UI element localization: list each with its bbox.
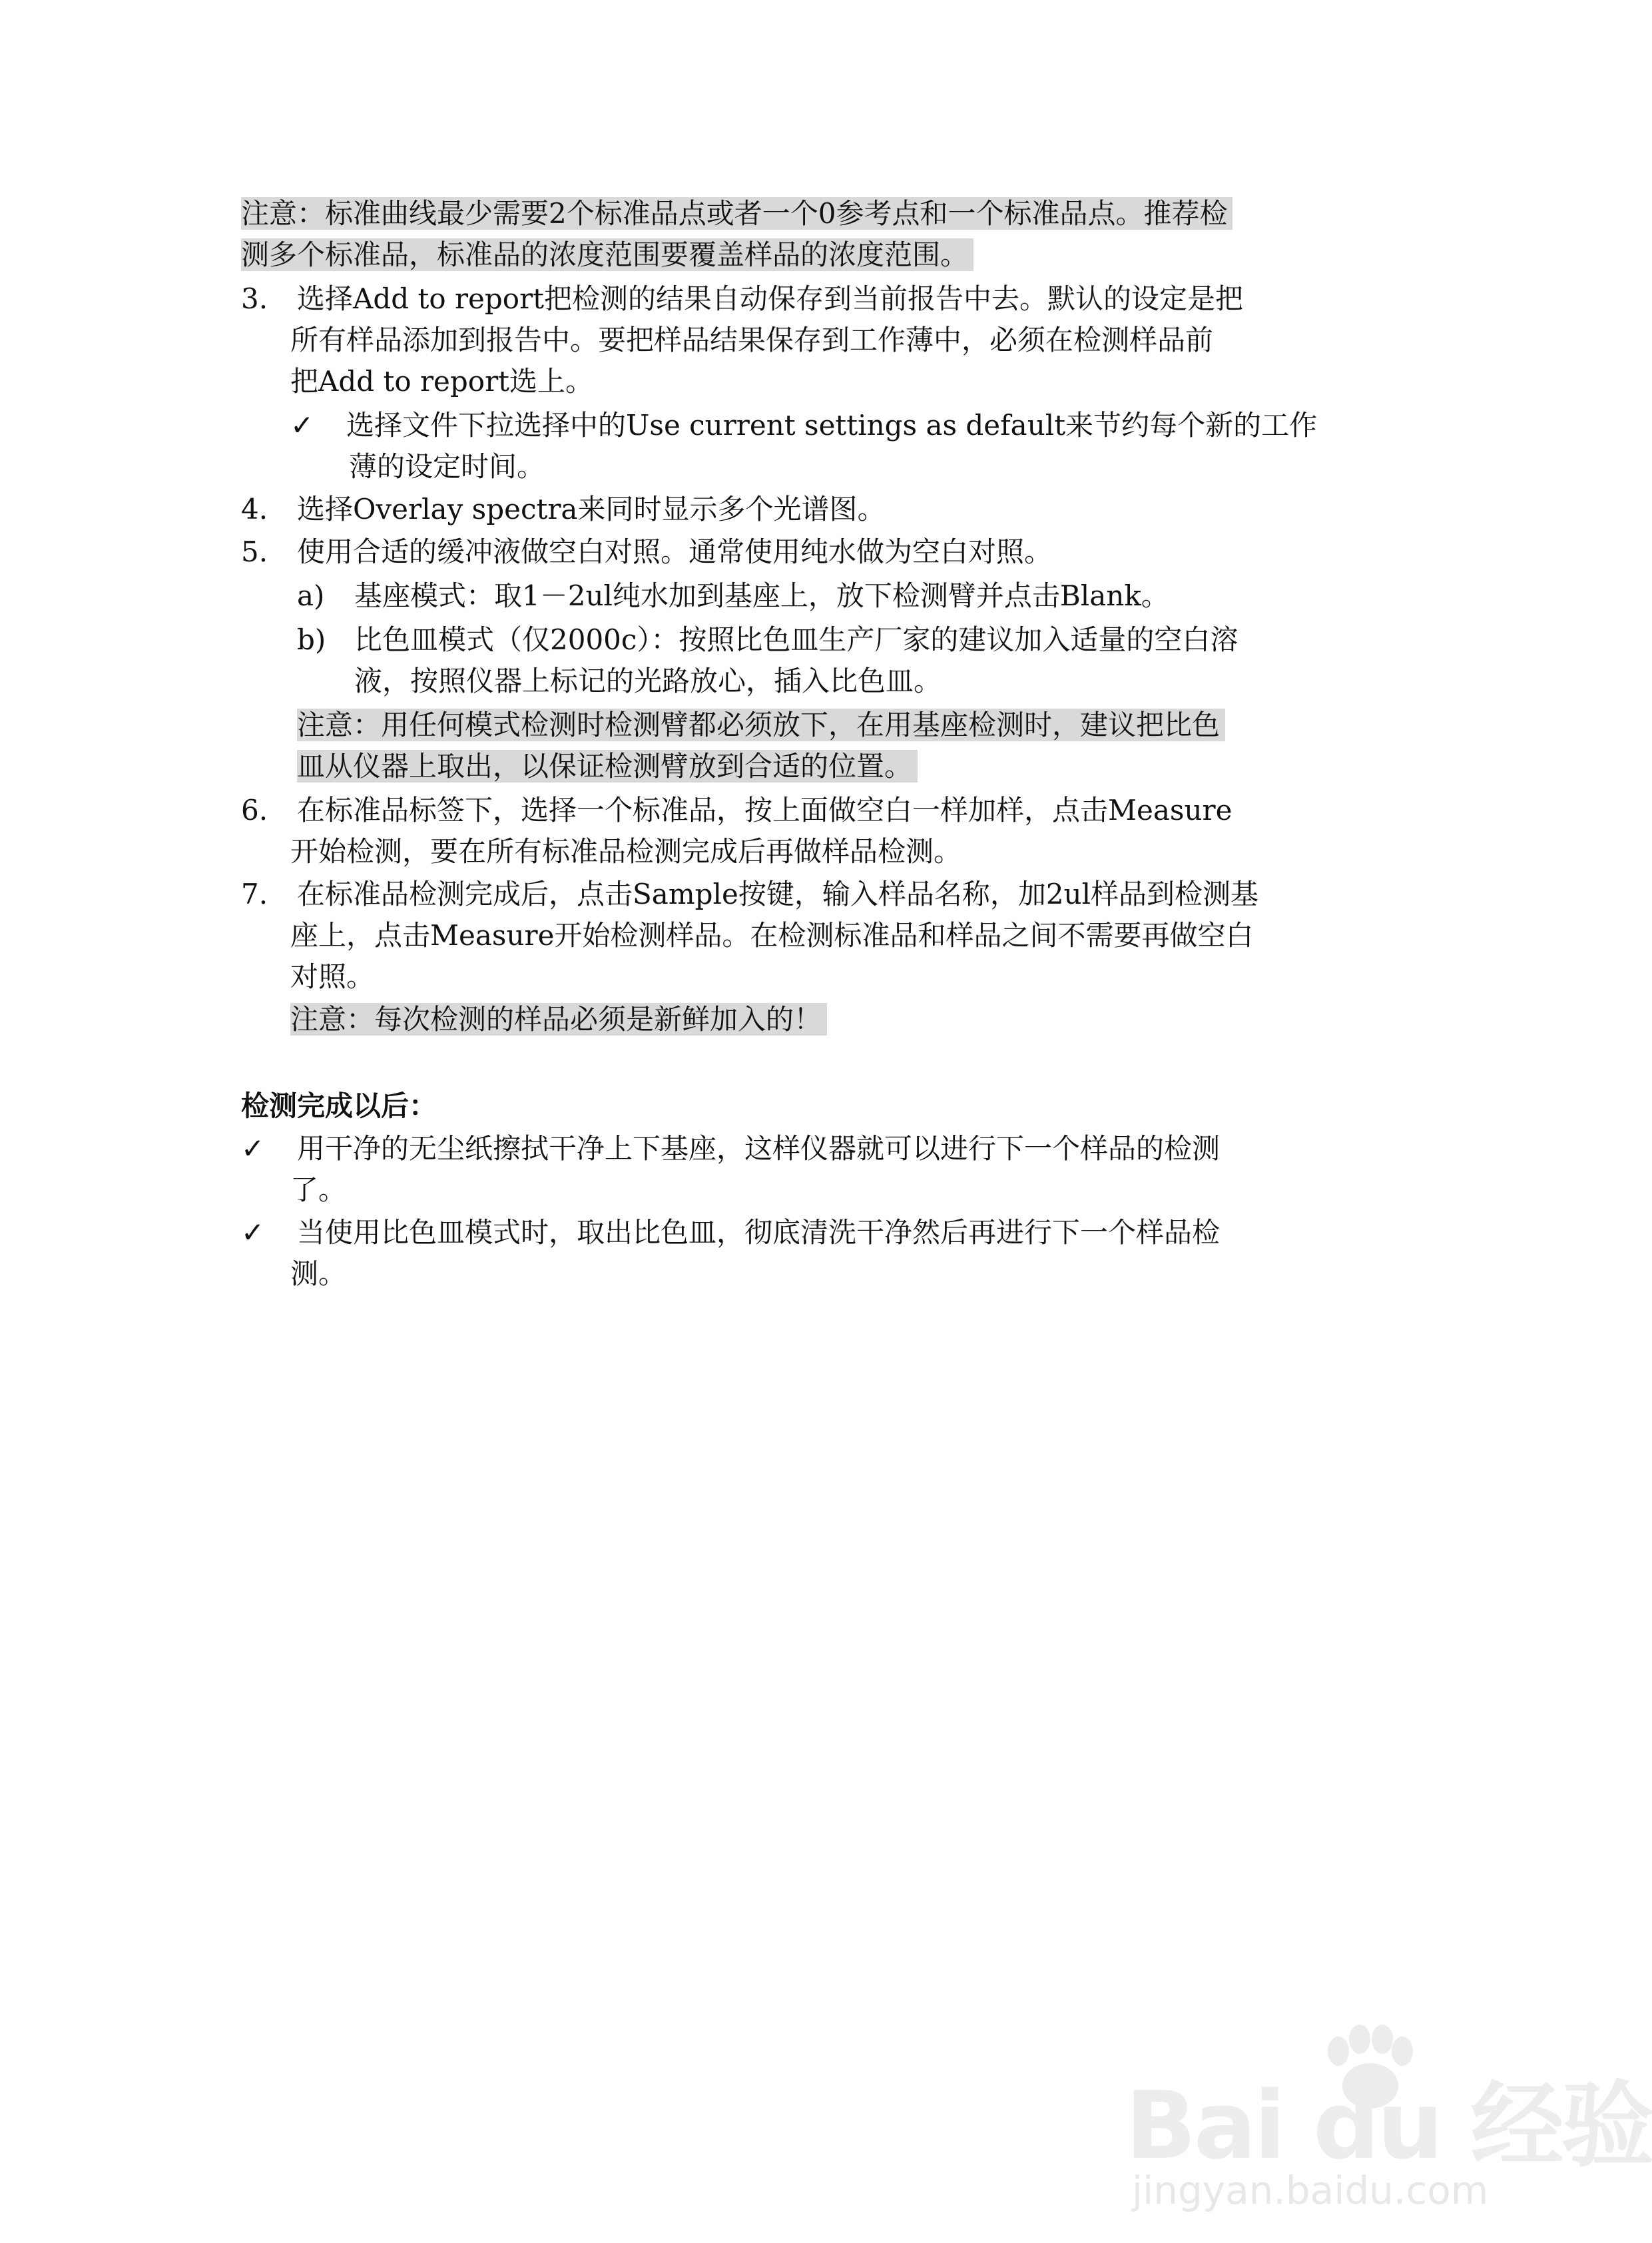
step-4-line-1: 选择Overlay spectra来同时显示多个光谱图。 xyxy=(297,493,886,525)
step-7-line-1: 在标准品检测完成后，点击Sample按键，输入样品名称，加2ul样品到检测基 xyxy=(297,878,1259,910)
after-item-2-line-1: 当使用比色皿模式时，取出比色皿，彻底清洗干净然后再进行下一个样品检 xyxy=(297,1216,1221,1249)
step-3-line-1: 选择Add to report把检测的结果自动保存到当前报告中去。默认的设定是把 xyxy=(297,282,1244,315)
step-5-line-1: 使用合适的缓冲液做空白对照。通常使用纯水做为空白对照。 xyxy=(297,535,1053,568)
step-7-line-3: 对照。 xyxy=(290,960,375,993)
check-icon: ✓ xyxy=(290,409,314,442)
watermark-logo: Bai du 经验 xyxy=(1125,2072,1652,2180)
after-item-1-line-1: 用干净的无尘纸擦拭干净上下基座，这样仪器就可以进行下一个样品的检测 xyxy=(297,1132,1221,1165)
step-3-tip-line-1: 选择文件下拉选择中的Use current settings as default来节约每个新的工作 xyxy=(346,409,1318,442)
step-3-line-2: 所有样品添加到报告中。要把样品结果保存到工作薄中，必须在检测样品前 xyxy=(290,324,1214,356)
step-5-sub-a-line-1: 基座模式：取1－2ul纯水加到基座上，放下检测臂并点击Blank。 xyxy=(354,579,1169,612)
step-7-line-2: 座上，点击Measure开始检测样品。在检测标准品和样品之间不需要再做空白 xyxy=(290,919,1254,952)
step-5-sub-a-marker: a) xyxy=(297,579,325,612)
note-1-line-1: 注意：标准曲线最少需要2个标准品点或者一个0参考点和一个标准品点。推荐检 xyxy=(241,193,1233,234)
step-6-line-2: 开始检测，要在所有标准品检测完成后再做样品检测。 xyxy=(290,835,962,868)
step-7-number: 7. xyxy=(241,878,268,910)
check-icon: ✓ xyxy=(241,1132,265,1165)
step-3-line-3: 把Add to report选上。 xyxy=(290,365,594,398)
step-6-number: 6. xyxy=(241,794,268,826)
step-5-sub-b-line-2: 液，按照仪器上标记的光路放心，插入比色皿。 xyxy=(354,665,942,697)
step-5-note-line-2: 皿从仪器上取出，以保证检测臂放到合适的位置。 xyxy=(297,746,918,787)
after-item-2-line-2: 测。 xyxy=(290,1257,347,1290)
after-heading: 检测完成以后： xyxy=(241,1090,437,1122)
step-3-number: 3. xyxy=(241,282,268,315)
watermark-url: jingyan.baidu.com xyxy=(1132,2168,1489,2213)
step-5-number: 5. xyxy=(241,535,268,568)
check-icon: ✓ xyxy=(241,1216,265,1249)
step-5-sub-b-marker: b) xyxy=(297,623,326,656)
baidu-jingyan-watermark xyxy=(1099,2025,1652,2224)
step-5-note-line-1: 注意：用任何模式检测时检测臂都必须放下，在用基座检测时，建议把比色 xyxy=(297,705,1225,746)
note-1-line-2: 测多个标准品，标准品的浓度范围要覆盖样品的浓度范围。 xyxy=(241,234,973,276)
step-4-number: 4. xyxy=(241,493,268,525)
step-7-note-line-1: 注意：每次检测的样品必须是新鲜加入的！ xyxy=(290,999,827,1040)
step-5-sub-b-line-1: 比色皿模式（仅2000c）：按照比色皿生产厂家的建议加入适量的空白溶 xyxy=(354,623,1239,656)
after-item-1-line-2: 了。 xyxy=(290,1173,347,1206)
step-3-tip-line-2: 薄的设定时间。 xyxy=(349,450,545,483)
step-6-line-1: 在标准品标签下，选择一个标准品，按上面做空白一样加样，点击Measure xyxy=(297,794,1233,826)
